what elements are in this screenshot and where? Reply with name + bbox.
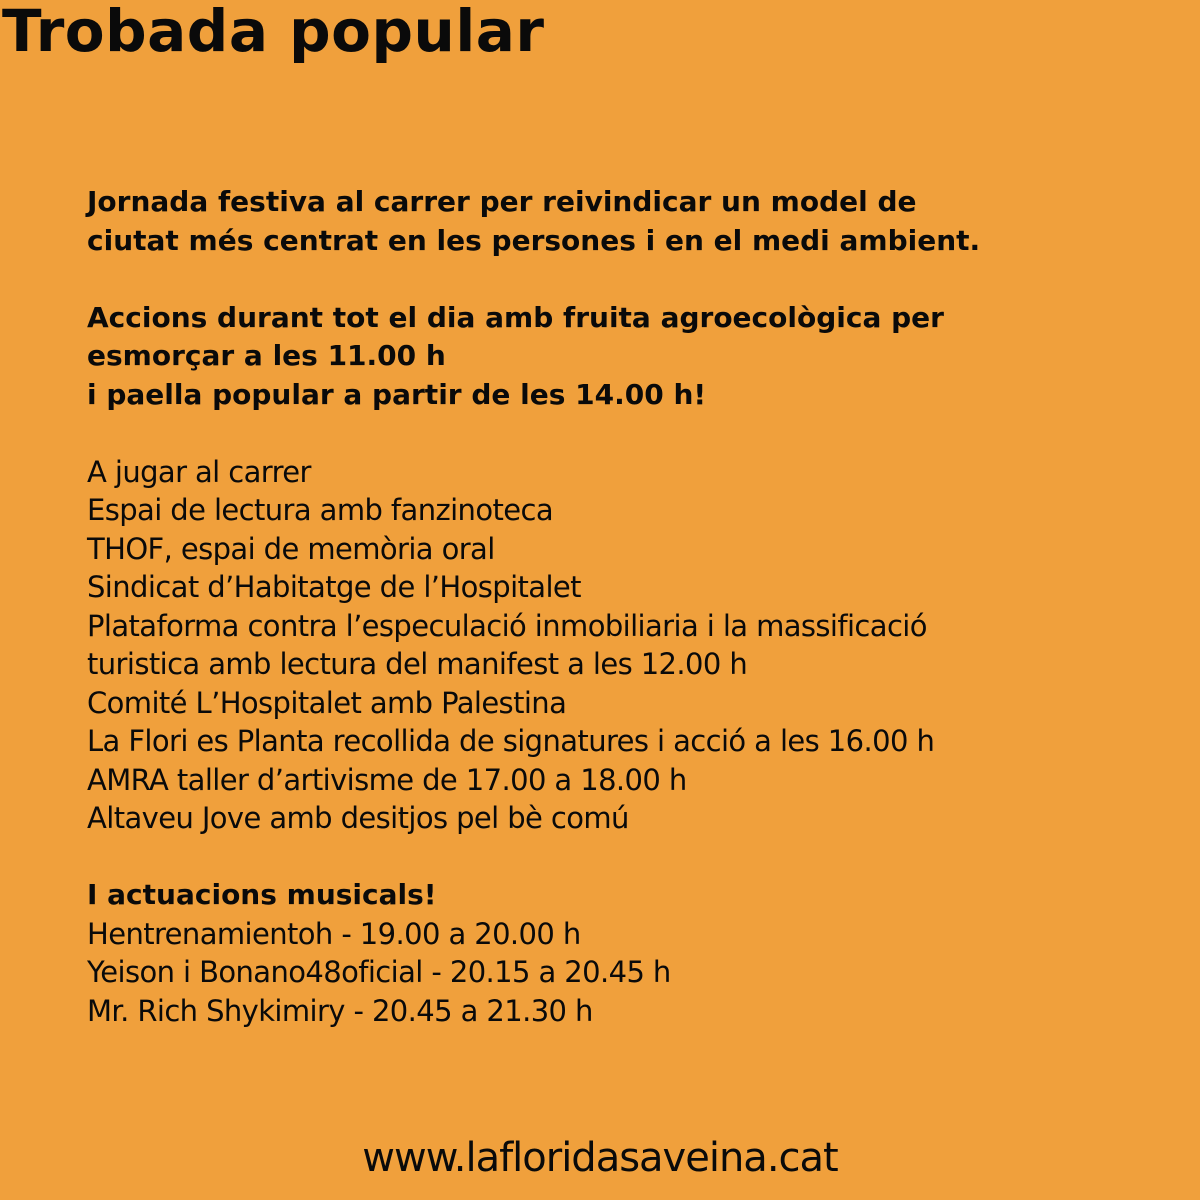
website-url: www.lafloridasaveina.cat (362, 1135, 838, 1181)
activity-item: La Flori es Planta recollida de signatures i acció a les 16.00 h (87, 724, 935, 758)
music-item: Mr. Rich Shykimiry - 20.45 a 21.30 h (87, 993, 593, 1028)
activity-item: Sindicat d’Habitatge de l’Hospitalet (87, 570, 581, 604)
music-item: Hentrenamientoh - 19.00 a 20.00 h (87, 916, 581, 951)
music-heading: I actuacions musicals! (87, 878, 437, 911)
activity-item: Plataforma contra l’especulació inmobiliaria i la massificació (87, 608, 927, 643)
activity-item: turistica amb lectura del manifest a les 12.00 h (87, 647, 748, 681)
activity-item: A jugar al carrer (87, 454, 311, 489)
intro-line: Jornada festiva al carrer per reivindicar un model de (87, 185, 917, 218)
activity-item: THOF, espai de memòria oral (87, 531, 495, 566)
activity-item: Comité L’Hospitalet amb Palestina (87, 685, 567, 720)
music-item: Yeison i Bonano48oficial - 20.15 a 20.45 h (87, 955, 671, 989)
actions-line: Accions durant tot el dia amb fruita agroecològica per (87, 300, 944, 334)
actions-line: esmorçar a les 11.00 h (87, 339, 446, 372)
event-description (87, 183, 1187, 1030)
page-title: Trobada popular (2, 0, 545, 65)
spacer (87, 414, 1187, 453)
actions-line: i paella popular a partir de les 14.00 h! (87, 377, 707, 411)
intro-line: ciutat més centrat en les persones i en el medi ambient. (87, 223, 981, 257)
activity-item: AMRA taller d’artivisme de 17.00 a 18.00 h (87, 762, 687, 797)
spacer (87, 260, 1187, 299)
activity-item: Espai de lectura amb fanzinoteca (87, 493, 553, 527)
spacer (87, 838, 1187, 877)
activity-item: Altaveu Jove amb desitjos pel bè comú (87, 801, 629, 835)
